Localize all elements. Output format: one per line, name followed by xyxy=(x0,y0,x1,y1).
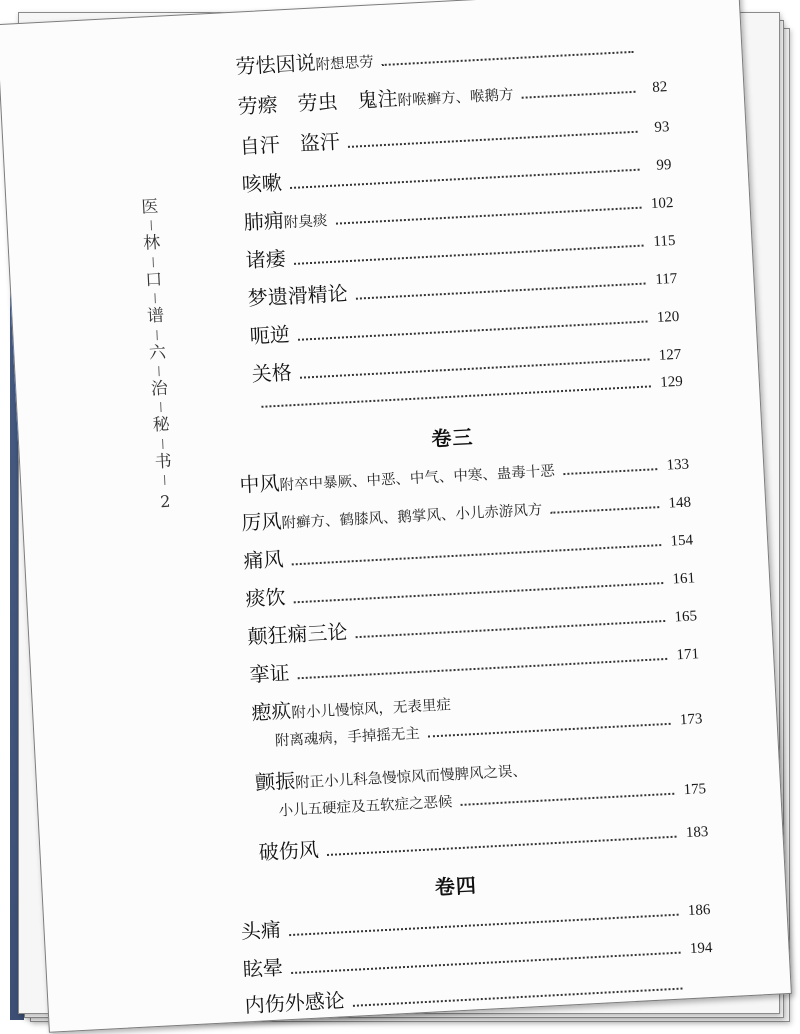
volume-heading-4: 卷四 xyxy=(434,873,478,900)
leader-dots xyxy=(563,467,658,475)
entry-title: 自汗 盗汗 xyxy=(239,129,341,159)
entry-page: 194 xyxy=(689,939,713,958)
entry-page: 154 xyxy=(670,532,694,550)
entry-note: 附离魂病，手掉摇无主 xyxy=(274,725,421,750)
leader-dots xyxy=(292,543,662,565)
entry-title: 中风 xyxy=(238,470,281,498)
leader-dots xyxy=(290,168,640,189)
leader-dots xyxy=(522,90,636,99)
entry-title: 厉风 xyxy=(240,508,283,535)
running-head-char: 林 xyxy=(142,233,161,255)
leader-dots xyxy=(460,792,674,806)
running-head-divider xyxy=(162,439,164,449)
running-head-char: 秘 xyxy=(152,414,171,436)
leader-dots xyxy=(298,319,648,340)
leader-dots xyxy=(428,722,671,738)
leader-dots xyxy=(294,244,644,265)
entry-title: 咳嗽 xyxy=(241,170,283,197)
entry-page: 171 xyxy=(676,646,700,664)
entry-page: 129 xyxy=(659,373,684,391)
entry-note: 小儿五硬症及五软症之恶候 xyxy=(278,794,453,820)
entry-note: 附臭痰 xyxy=(283,213,328,232)
entry-page: 115 xyxy=(653,232,676,251)
leader-dots xyxy=(335,206,641,225)
entry-page: 173 xyxy=(679,711,703,729)
leader-dots xyxy=(356,282,646,300)
running-head-char: 书 xyxy=(154,451,173,473)
entry-title: 劳怯因说 xyxy=(235,50,317,79)
running-head-divider xyxy=(150,221,152,231)
entry-page: 165 xyxy=(674,608,698,626)
entry-note: 附小儿慢惊风，无表里症 xyxy=(291,697,452,722)
entry-page: 148 xyxy=(668,494,692,512)
entry-title: 劳瘵 劳虫 鬼注 xyxy=(237,86,399,119)
entry-page: 102 xyxy=(650,194,674,213)
entry-title: 颤振 xyxy=(254,768,296,795)
entry-page: 133 xyxy=(666,456,690,474)
entry-title: 挛证 xyxy=(248,660,291,687)
leader-dots xyxy=(356,619,666,638)
page-number: 2 xyxy=(159,491,171,512)
running-head-char: 口 xyxy=(144,269,163,291)
entry-page: 127 xyxy=(658,346,682,364)
entry-page: 82 xyxy=(651,79,668,96)
entry-note: 附正小儿科急慢惊风而慢脾风之误、 xyxy=(294,763,528,792)
entry-page: 183 xyxy=(685,824,709,842)
running-head-divider xyxy=(160,402,162,412)
entry-page xyxy=(641,51,665,52)
leader-dots xyxy=(300,357,650,378)
entry-page: 93 xyxy=(653,119,670,136)
entry-note: 附喉癣方、喉鹅方 xyxy=(397,87,514,110)
entry-title: 诸痿 xyxy=(245,246,287,273)
running-head-char: 谱 xyxy=(146,305,165,327)
entry-page: 120 xyxy=(656,308,680,326)
running-head-divider xyxy=(154,293,156,303)
entry-page: 175 xyxy=(683,781,707,799)
leader-dots xyxy=(261,384,651,407)
leader-dots xyxy=(382,50,634,66)
leader-dots xyxy=(348,130,638,148)
entry-page: 186 xyxy=(687,902,711,920)
running-head xyxy=(134,197,180,512)
entry-page: 161 xyxy=(672,570,696,588)
entry-note: 附想思劳 xyxy=(315,54,375,74)
volume-heading-3: 卷三 xyxy=(430,424,474,451)
entry-note: 附卒中暴厥、中恶、中气、中寒、蛊毒十恶 xyxy=(279,463,556,494)
entry-title: 颠狂痫三论 xyxy=(246,619,348,649)
running-head-divider xyxy=(156,330,158,340)
entry-title: 呃逆 xyxy=(249,322,291,349)
entry-title: 眩晕 xyxy=(242,955,284,982)
entry-title: 瘛疭 xyxy=(250,698,293,725)
running-head-char: 六 xyxy=(148,342,167,364)
entry-title: 头痛 xyxy=(240,917,282,944)
entry-title: 破伤风 xyxy=(258,837,320,865)
entry-title: 关格 xyxy=(251,360,293,387)
entry-title: 梦遗滑精论 xyxy=(247,281,349,311)
leader-dots xyxy=(294,581,664,603)
running-head-divider xyxy=(163,475,165,485)
entry-page xyxy=(691,988,715,989)
entry-title: 痰饮 xyxy=(244,584,287,611)
entry-title: 痛风 xyxy=(242,546,285,573)
entry-title: 肺痈 xyxy=(243,208,285,235)
running-head-char: 医 xyxy=(140,196,159,218)
running-head-divider xyxy=(158,366,160,376)
toc-entry[interactable] xyxy=(258,813,709,866)
running-head-char: 治 xyxy=(150,378,169,400)
entry-note: 附癣方、鹤膝风、鹅掌风、小儿赤游风方 xyxy=(281,502,543,532)
entry-title: 内伤外感论 xyxy=(244,988,346,1018)
leader-dots xyxy=(550,505,659,514)
entry-page: 99 xyxy=(655,157,672,174)
leader-dots xyxy=(289,913,679,936)
leader-dots xyxy=(327,835,677,856)
entry-page: 117 xyxy=(655,270,678,288)
running-head-divider xyxy=(152,257,154,267)
leader-dots xyxy=(298,657,668,679)
